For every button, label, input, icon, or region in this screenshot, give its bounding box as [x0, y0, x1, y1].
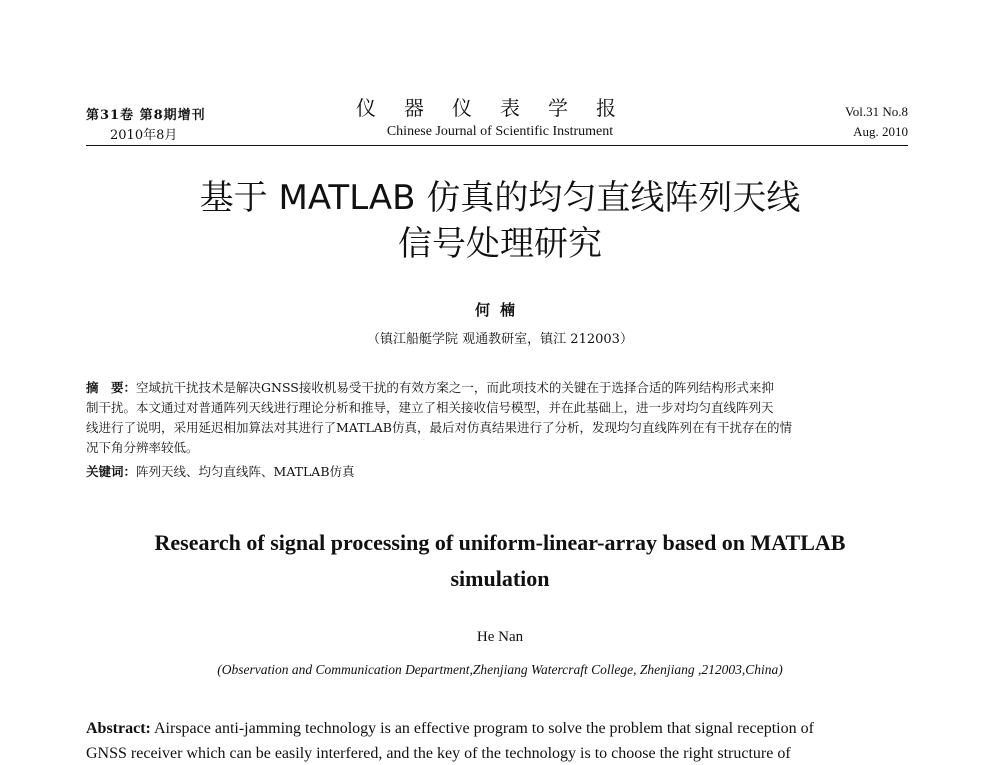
keywords-zh-text: 阵列天线、均匀直线阵、MATLAB仿真: [136, 464, 355, 479]
journal-name-zh: 仪器仪表学报: [356, 96, 644, 120]
keywords-zh: [86, 462, 916, 482]
author-en: He Nan: [476, 629, 524, 645]
date-zh: 2010年8月: [110, 128, 178, 143]
affiliation-zh: （镇江船艇学院 观通教研室，镇江 212003）: [367, 332, 633, 347]
volume-issue-en: Vol.31 No.8: [845, 104, 908, 119]
affiliation-en: (Observation and Communication Department,Zhenjiang Watercraft College, Zhenjiang ,212003,China): [217, 662, 783, 677]
volume-issue-zh: 第31卷 第8期增刊: [86, 108, 206, 123]
title-zh-line2: 信号处理研究: [398, 224, 602, 264]
abstract-zh-line2: 制干扰。本文通过对普通阵列天线进行理论分析和推导，建立了相关接收信号模型，并在此基础上，进一步对均匀直线阵列天: [86, 400, 774, 415]
header-rule: [86, 145, 908, 146]
title-zh-line1: 基于 MATLAB 仿真的均匀直线阵列天线: [199, 178, 801, 218]
title-en-line1: Research of signal processing of uniform-linear-array based on MATLAB: [154, 530, 846, 555]
abstract-zh-line1: [86, 378, 916, 398]
abstract-zh-line4: 况下角分辨率较低。: [86, 440, 199, 455]
author-zh: 何楠: [474, 301, 525, 319]
journal-name-en: Chinese Journal of Scientific Instrument: [386, 124, 614, 139]
abstract-en-line1: [86, 718, 926, 740]
abstract-zh-line3: 线进行了说明，采用延迟相加算法对其进行了MATLAB仿真，最后对仿真结果进行了分析，发现均匀直线阵列在有干扰存在的情: [86, 420, 792, 435]
abstract-zh-text: 空域抗干扰技术是解决GNSS接收机易受干扰的有效方案之一，而此项技术的关键在于选择合适的阵列结构形式来抑: [136, 380, 774, 395]
date-en: Aug. 2010: [853, 124, 908, 139]
abstract-en-label: Abstract:: [86, 720, 151, 737]
keywords-zh-label: 关键词：: [86, 464, 137, 479]
title-en-line2: simulation: [450, 566, 550, 591]
abstract-en-line2: GNSS receiver which can be easily interfered, and the key of the technology is to choose the right structure of: [86, 745, 791, 762]
abstract-zh-label: 摘 要：: [86, 380, 137, 395]
abstract-en-text: Airspace anti-jamming technology is an effective program to solve the problem that signal reception of: [150, 720, 814, 737]
